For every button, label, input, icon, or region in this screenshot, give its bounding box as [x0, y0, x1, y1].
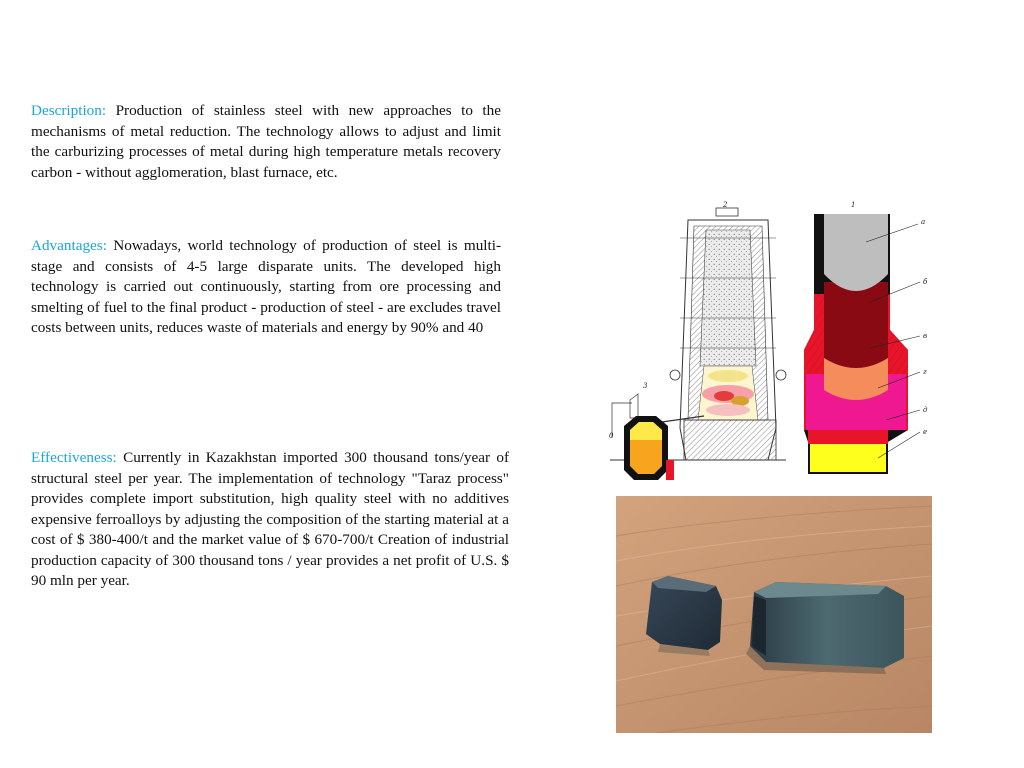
zone-label-d: д [923, 406, 928, 414]
advantages-text: Nowadays, world technology of production of steel is multi-stage and consists of 4-5 large disparate units. The developed high technology is carried out continuously, starting from ore processing and smelting of fuel to the final product - production of steel - are excludes travel costs between units, reduces waste of materials and energy by 90% and 40 [31, 237, 501, 336]
effectiveness-text: Currently in Kazakhstan imported 300 thousand tons/year of structural steel per year. The implementation of technology "Taraz process" provides complete import substitution, high quality steel with no additives expensive ferroalloys by adjusting the composition of the starting material at a cost of $ 380-400/t and the market value of $ 670-700/t Creation of industrial production capacity of 300 thousand tons / year provides a net profit of U.S. $ 90 mln per year. [31, 449, 509, 589]
diagram-label-3: 3 [643, 382, 648, 390]
description-text: Production of stainless steel with new approaches to the mechanisms of metal reduction. The technology allows to adjust and limit the carburizing processes of metal during high temperature metals recovery carbon - without agglomeration, blast furnace, etc. [31, 102, 501, 181]
effectiveness-paragraph [31, 448, 509, 592]
steel-samples-photo [616, 496, 932, 733]
advantages-label: Advantages: [31, 237, 107, 254]
zone-label-g: г [923, 368, 927, 376]
svg-text:0: 0 [609, 432, 614, 440]
description-paragraph [31, 101, 501, 183]
zone-label-b: б [923, 278, 928, 286]
effectiveness-label: Effectiveness: [31, 449, 117, 466]
zone-cross-section [804, 201, 928, 474]
zone-label-e: е [923, 428, 928, 436]
diagram-label-2: 2 [723, 201, 728, 209]
zone-label-a: а [921, 218, 926, 226]
steel-samples-illustration [616, 496, 932, 733]
furnace-diagram [608, 198, 938, 484]
description-label: Description: [31, 102, 107, 119]
zone-label-v: в [923, 332, 928, 340]
diagram-label-1: 1 [851, 201, 856, 209]
ladle-drawing [609, 382, 674, 480]
advantages-paragraph [31, 236, 501, 339]
